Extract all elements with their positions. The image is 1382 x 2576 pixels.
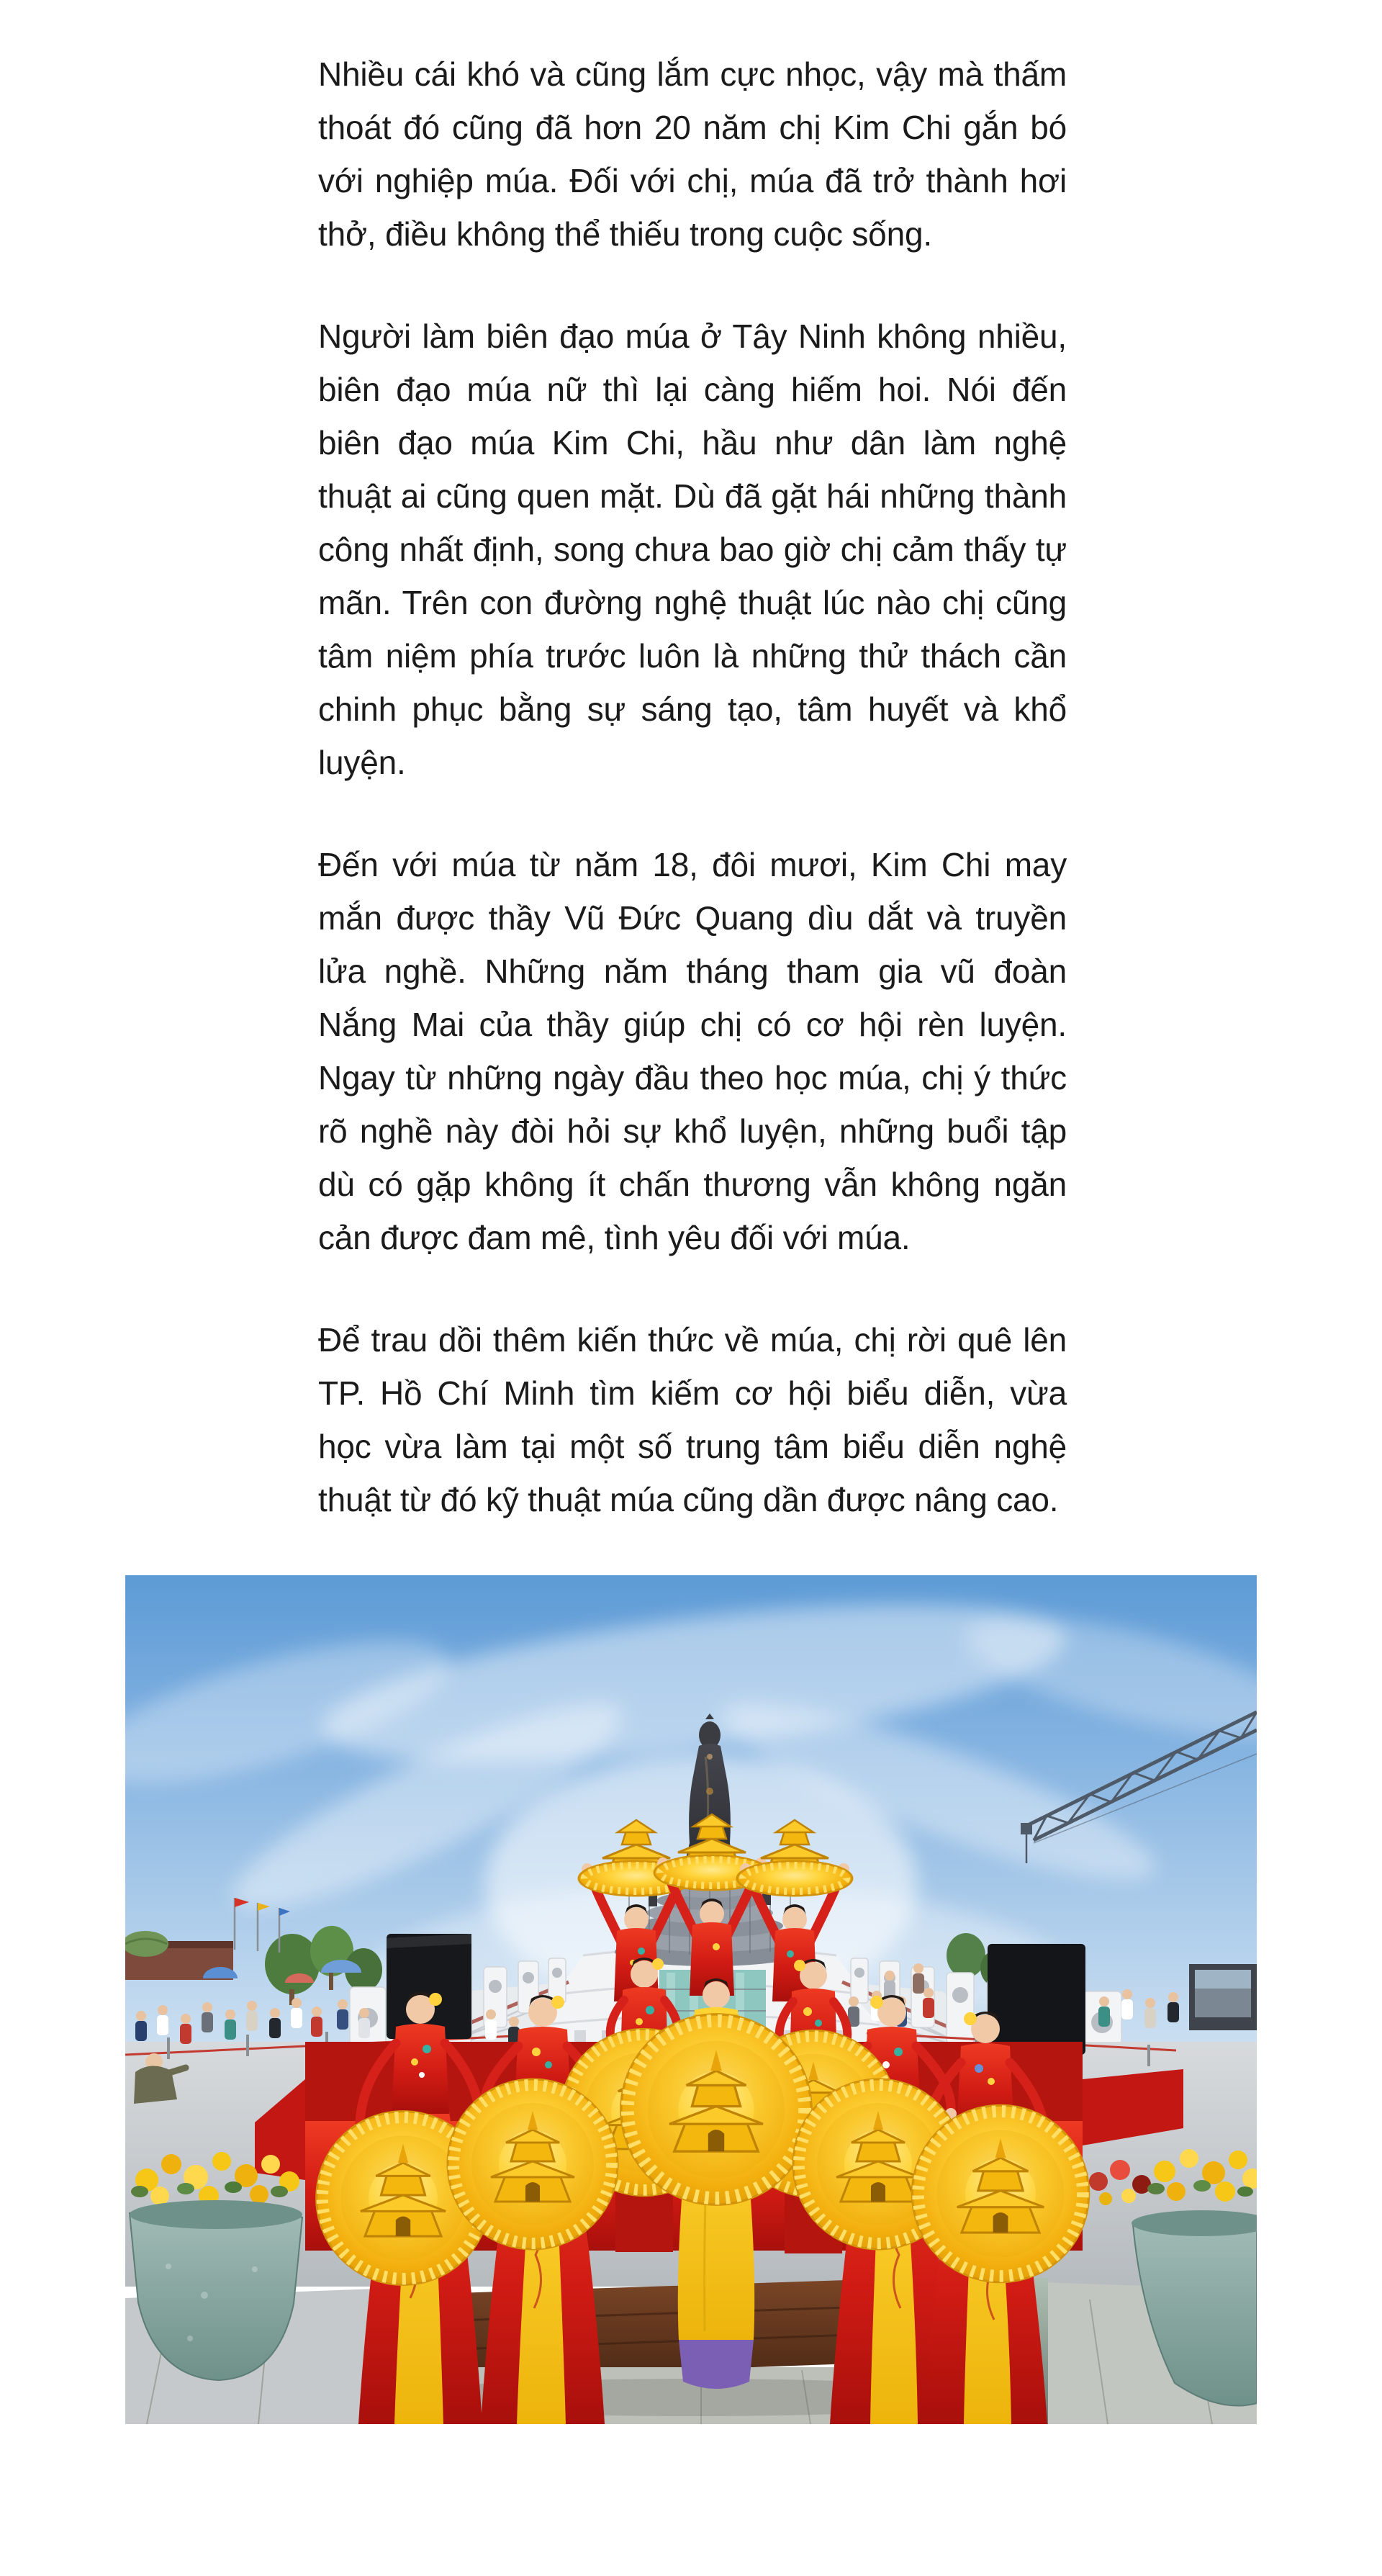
paragraph-4: Để trau dồi thêm kiến thức về múa, chị rời quê lên TP. Hồ Chí Minh tìm kiếm cơ hội biểu diễn, vừa học vừa làm tại một số trung tâm biểu diễn nghệ thuật từ đó kỹ thuật múa cũng dần được nâng cao. bbox=[318, 1321, 1067, 1518]
article-body bbox=[318, 0, 1067, 1526]
paragraph-2: Người làm biên đạo múa ở Tây Ninh không nhiều, biên đạo múa nữ thì lại càng hiếm hoi. Nói đến biên đạo múa Kim Chi, hầu như dân làm nghệ thuật ai cũng quen mặt. Dù đã gặt hái những thành công nhất định, song chưa bao giờ chị cảm thấy tự mãn. Trên con đường nghệ thuật lúc nào chị cũng tâm niệm phía trước luôn là những thử thách cần chinh phục bằng sự sáng tạo, tâm huyết và khổ luyện. bbox=[318, 318, 1067, 781]
paragraph-1: Nhiều cái khó và cũng lắm cực nhọc, vậy mà thấm thoát đó cũng đã hơn 20 năm chị Kim Chi gắn bó với nghiệp múa. Đối với chị, múa đã trở thành hơi thở, điều không thể thiếu trong cuộc sống. bbox=[318, 55, 1067, 253]
paragraph-3: Đến với múa từ năm 18, đôi mươi, Kim Chi may mắn được thầy Vũ Đức Quang dìu dắt và truyền lửa nghề. Những năm tháng tham gia vũ đoàn Nắng Mai của thầy giúp chị có cơ hội rèn luyện. Ngay từ những ngày đầu theo học múa, chị ý thức rõ nghề này đòi hỏi sự khổ luyện, những buổi tập dù có gặp không ít chấn thương vẫn không ngăn cản được đam mê, tình yêu đối với múa. bbox=[318, 846, 1067, 1256]
festival-photo-illustration bbox=[125, 1575, 1257, 2424]
article-photo bbox=[125, 1575, 1257, 2424]
